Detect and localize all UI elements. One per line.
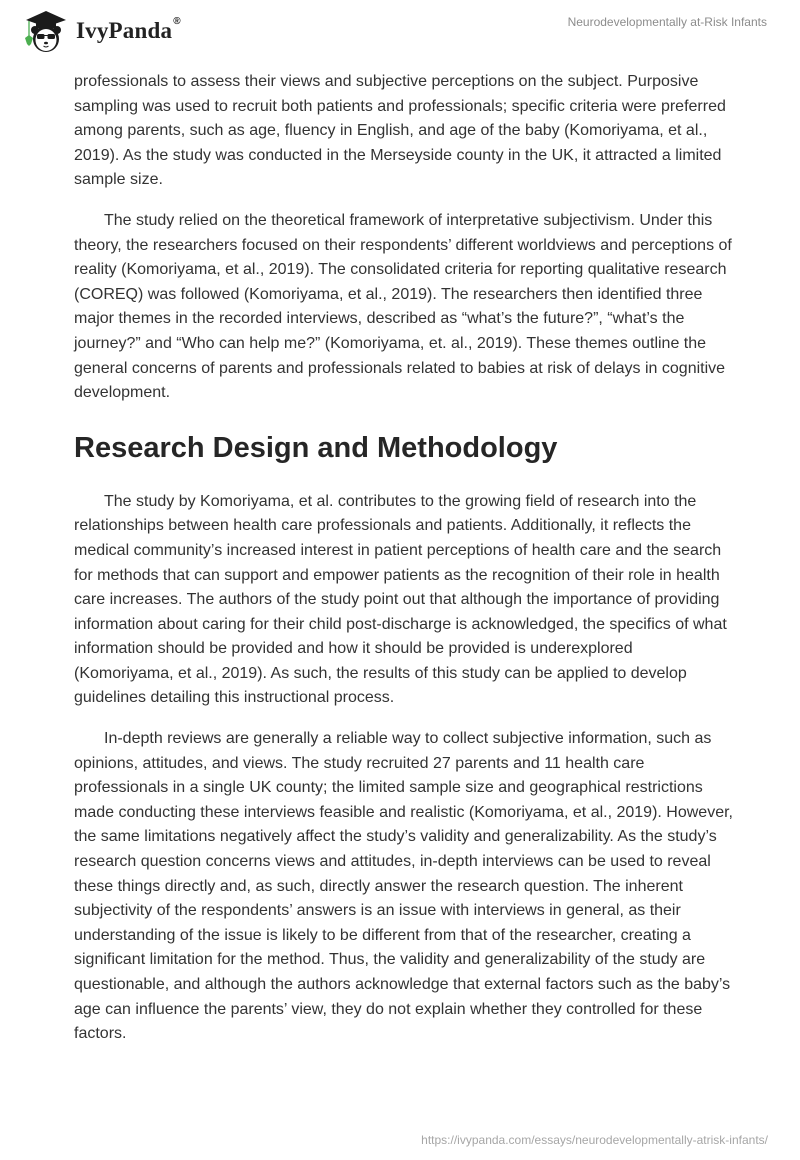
panda-graduate-icon [20, 8, 68, 54]
paragraph-interviews: In-depth reviews are generally a reliable way to collect subjective information, such as opinions, attitudes, and views. The study recruited 27 parents and 11 health care professionals in a single UK county; the limited sample size and geographical restrictions made conducting these interviews feasible and realistic (Komoriyama, et al., 2019). However, the same limitations negatively affect the study’s validity and generalizability. As the study’s research question concerns views and attitudes, in-depth interviews can be used to reveal these things directly and, as such, directly answer the research question. The inherent subjectivity of the respondents’ answers is an issue with interviews in general, as their understanding of the issue is likely to be different from that of the researcher, creating a significant limitation for the method. Thus, the validity and generalizability of the study are questionable, and although the authors acknowledge that external factors such as the baby’s age can influence the parents’ view, they do not explain whether they controlled for these factors. [74, 730, 733, 1043]
source-url-link[interactable]: https://ivypanda.com/essays/neurodevelopmentally-atrisk-infants/ [421, 1133, 768, 1147]
registered-mark: ® [173, 16, 181, 27]
page-header [0, 0, 800, 60]
paragraph-theoretical-framework: The study relied on the theoretical framework of interpretative subjectivism. Under this theory, the researchers focused on their respondents’ different worldviews and perceptions of reality (Komoriyama, et al., 2019). The consolidated criteria for reporting qualitative research (COREQ) was followed (Komoriyama, et al., 2019). The researchers then identified three major themes in the recorded interviews, described as “what’s the future?”, “what’s the journey?” and “Who can help me?” (Komoriyama, et. al., 2019). These themes outline the general concerns of parents and professionals related to babies at risk of delays in cognitive development. [74, 211, 732, 402]
ivypanda-logo[interactable] [20, 8, 181, 54]
section-heading: Research Design and Methodology [74, 431, 558, 464]
essay-body [74, 70, 734, 1063]
paragraph-contribution: The study by Komoriyama, et al. contributes to the growing field of research into the relationships between health care professionals and patients. Additionally, it reflects the medical community’s increased interest in patient perceptions of health care and the search for methods that can support and empower patients as the recognition of their role in health care increases. The authors of the study point out that although the importance of providing information about caring for their child post-discharge is acknowledged, the specifics of what information should be provided and how it should be provided is underexplored (Komoriyama, et al., 2019). As such, the results of this study can be applied to develop guidelines detailing this instructional process. [74, 492, 727, 707]
document-title: Neurodevelopmentally at-Risk Infants [567, 15, 767, 29]
paragraph-continued: professionals to assess their views and subjective perceptions on the subject. Purposive sampling was used to recruit both patients and professionals; specific criteria were preferred among parents, such as age, fluency in English, and age of the baby (Komoriyama, et al., 2019). As the study was conducted in the Merseyside county in the UK, it attracted a limited sample size. [74, 73, 726, 189]
brand-name: IvyPanda® [76, 16, 181, 43]
